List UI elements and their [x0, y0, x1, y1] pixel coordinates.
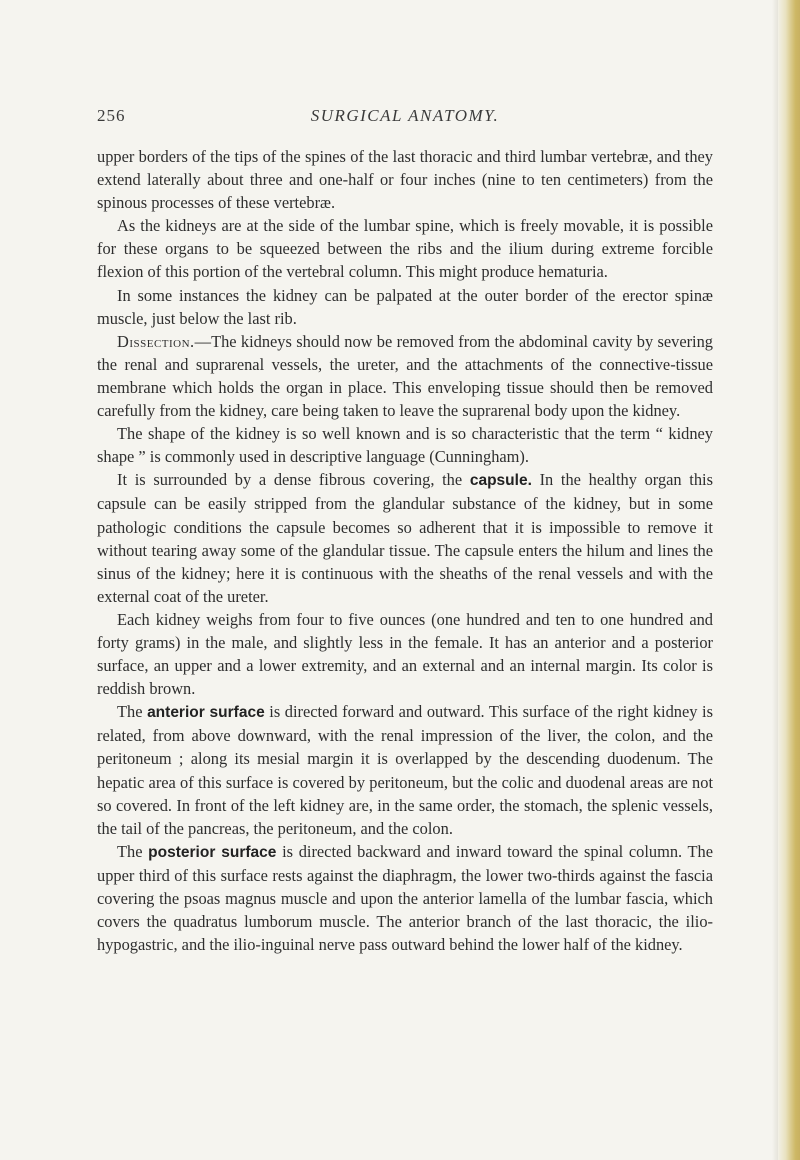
- dissection-text: —The kidneys should now be removed from the abdominal cavity by severing the renal and suprarenal vessels, the ureter, and the attachments of the connective-tissue membrane which holds the organ in place. This enveloping tissue should then be removed carefully from the kidney, care being taken to leave the suprarenal body upon the kidney.: [97, 331, 713, 421]
- paragraph-5: The shape of the kidney is so well known and is so characteristic that the term “ kidney shape ” is commonly used in descriptive language (Cunningham).: [97, 424, 713, 467]
- posterior-text-a: The: [117, 841, 149, 861]
- paragraph-posterior: [97, 840, 713, 956]
- anterior-surface-term: anterior surface: [147, 704, 265, 722]
- capsule-text-b: In the healthy organ this capsule can be easily stripped from the glandular substance of the kidney, but in some pathologic conditions the capsule becomes so adherent that it is impossible to remove it without tearing away some of the glandular tissue. The capsule enters the hilum and lines the sinus of the kidney; here it is continuous with the sheaths of the renal vessels and with the external coat of the ureter.: [97, 470, 713, 606]
- paragraph-2: As the kidneys are at the side of the lumbar spine, which is freely movable, it is possible for these organs to be squeezed between the ribs and the ilium during extreme forcible flexion of this portion of the vertebral column. This might produce hematuria.: [97, 216, 713, 282]
- dissection-heading: Dissection.: [117, 331, 195, 351]
- paragraph-anterior: [97, 700, 713, 840]
- running-head: SURGICAL ANATOMY.: [310, 106, 500, 125]
- capsule-term: capsule.: [469, 472, 532, 490]
- paragraph-capsule: [97, 468, 713, 608]
- page-edge-strip: [778, 0, 800, 1160]
- paragraph-7: Each kidney weighs from four to five ounces (one hundred and ten to one hundred and forty grams) in the male, and slightly less in the female. It has an anterior and a posterior surface, an upper and a lower extremity, and an external and an internal margin. Its color is reddish brown.: [97, 609, 713, 699]
- anterior-text-b: is directed forward and outward. This surface of the right kidney is related, from above downward, with the renal impression of the liver, the colon, and the peritoneum ; along its mesial margin it is overlapped by the descending duodenum. The hepatic area of this surface is covered by peritoneum, but the colic and duodenal areas are not so covered. In front of the left kidney are, in the same order, the stomach, the splenic vessels, the tail of the pancreas, the peritoneum, and the colon.: [97, 702, 713, 838]
- paragraph-dissection: [97, 330, 713, 422]
- posterior-text-b: is directed backward and inward toward the spinal column. The upper third of this surface rests against the diaphragm, the lower two-thirds against the fascia covering the psoas magnus muscle and upon the anterior lamella of the lumbar fascia, which covers the quadratus lumborum muscle. The anterior branch of the last thoracic, the ilio-hypogastric, and the ilio-inguinal nerve pass outward behind the lower half of the kidney.: [97, 841, 713, 955]
- anterior-text-a: The: [117, 702, 148, 722]
- page-number: 256: [97, 106, 126, 125]
- paragraph-1: upper borders of the tips of the spines of the last thoracic and third lumbar vertebræ, and they extend laterally about three and one-half or four inches (nine to ten centimeters) from the spinous processes of these vertebræ.: [97, 147, 713, 213]
- paragraph-3: In some instances the kidney can be palpated at the outer border of the erector spinæ muscle, just below the last rib.: [97, 285, 713, 328]
- posterior-surface-term: posterior surface: [148, 843, 277, 861]
- capsule-text-a: It is surrounded by a dense fibrous covering, the: [117, 470, 470, 490]
- page-header: [97, 106, 713, 128]
- body-text: [97, 145, 713, 956]
